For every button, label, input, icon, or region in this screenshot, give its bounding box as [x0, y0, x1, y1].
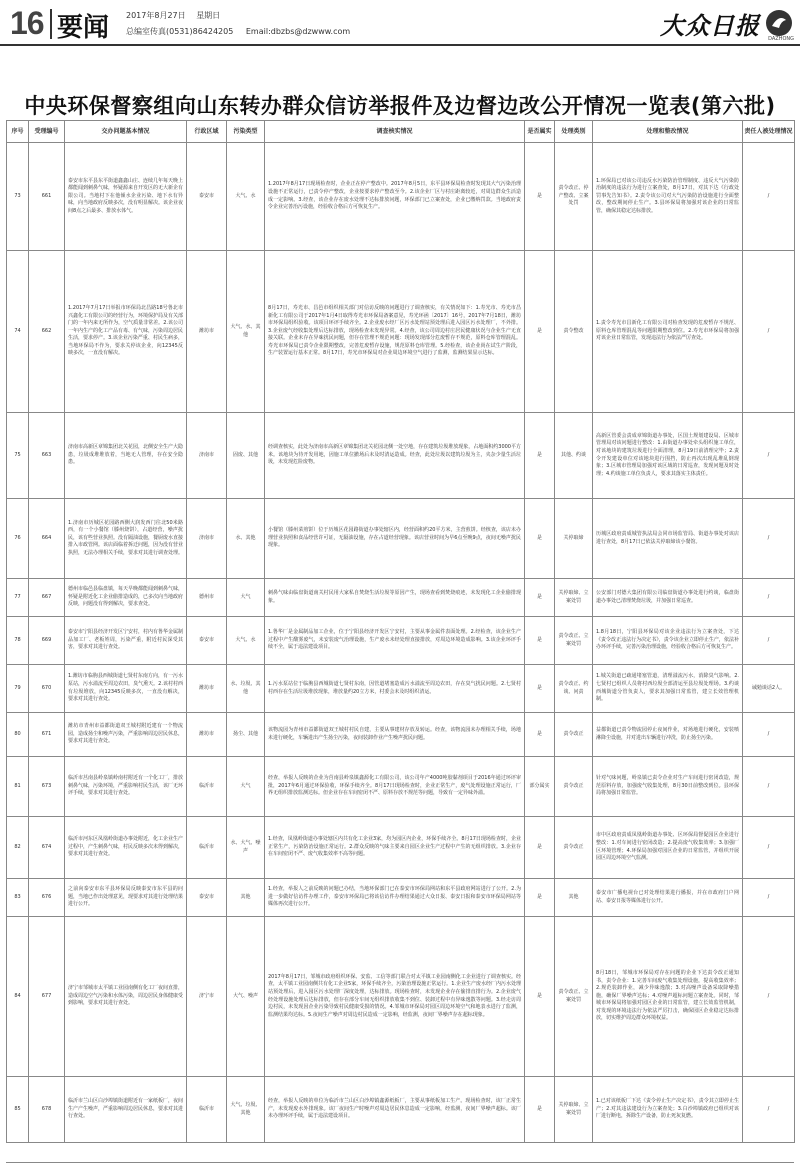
table-row [7, 917, 795, 1077]
cell-issue: 1.2017年7月17日举报市环保局北昌路18号鲁北市兴鑫化工有限公司的经营行为，环境保护局及有关部门的一年内来无所作为，空气质量非常差。2.该公司一年内生产的化工产品有毒、有气味，污染周边居民生活，要求停产。3.该企业污染严重、村民生病多，当地环保局不作为，要求关停该企业，向12345反映多次，一直没有解决。 [65, 251, 187, 413]
cell-handling: 1.城关街道已疏通堵塞管道，清理溢流污水，消除臭气影响。2.七贤村已组织人员将村西垃圾全部清运至县垃圾处理场。3.约谈西城街道分管负责人，要求其加强日常监管，建立长效管理机制。 [593, 665, 743, 713]
cell-accountability: / [743, 713, 795, 757]
cell-handling-type: 关停取缔 [555, 499, 593, 579]
cell-handling-type: 责令改正、约谈、问责 [555, 665, 593, 713]
cell-is-true: 是 [525, 713, 555, 757]
cell-accept-no: 677 [29, 917, 65, 1077]
cell-seq: 82 [7, 817, 29, 879]
table-row [7, 713, 795, 757]
cell-seq: 83 [7, 879, 29, 917]
cell-is-true: 是 [525, 879, 555, 917]
cell-region: 泰安市 [187, 617, 227, 665]
header-is-true: 是否属实 [525, 121, 555, 143]
cell-handling: 泰安市广播电视台已对处理结果进行播报，并在市政府门户网站、泰安日报等媒体进行公开。 [593, 879, 743, 917]
cell-region: 泰安市 [187, 879, 227, 917]
cell-accept-no: 669 [29, 617, 65, 665]
cell-region: 临沂市 [187, 817, 227, 879]
cell-accept-no: 670 [29, 665, 65, 713]
cell-accountability: / [743, 251, 795, 413]
cell-handling-type: 责令改正 [555, 757, 593, 817]
brand-english: DAZHONG [768, 36, 794, 42]
cell-pollution-type: 水、大气、噪声 [227, 817, 265, 879]
cell-accept-no: 661 [29, 143, 65, 251]
cell-is-true: 是 [525, 143, 555, 251]
cell-seq: 73 [7, 143, 29, 251]
cell-verification: 1.2017年8月17日现场检查时，企业正在停产整改中。2017年8月5日，东平县环保局检查时发现其大气污染治理设施不正常运行，已责令停产整改，企业按要求停产整改至今。2.该企业厂区与村庄距离较近，对周边群众生活造成一定影响。3.经查，该企业存在废水处理不达标排放问题，环保部门已立案查处，企业已缴纳罚款。当地政府责令企业完善治污设施，经验收合格后方可恢复生产。 [265, 143, 525, 251]
cell-accept-no: 678 [29, 1077, 65, 1143]
cell-accountability: / [743, 757, 795, 817]
cell-handling: 益都街道已责令物流园停止夜间作业，对场地进行硬化，安装喷淋降尘设施，并对进出车辆进行冲洗，防止扬尘污染。 [593, 713, 743, 757]
cell-pollution-type: 大气 [227, 757, 265, 817]
cell-verification: 小餐馆（滕州菜煎饼）位于历城区花园路街道办事处辖区内，经营面积约20平方米，主营煎饼。经核查，该店未办理营业执照和食品经营许可证，无隔油设施，存在占道经营现象。该店营业时间为早6点至晚9点，夜间无噪声扰民现象。 [265, 499, 525, 579]
cell-region: 潍坊市 [187, 713, 227, 757]
cell-handling: 历城区政府责成城管执法局会同市场监管局、街道办事处对该店进行查处，8月17日已依法关停取缔该小餐馆。 [593, 499, 743, 579]
cell-accountability: / [743, 817, 795, 879]
cell-accountability: 诫勉谈话2人。 [743, 665, 795, 713]
cell-accountability: / [743, 617, 795, 665]
cell-pollution-type: 大气、噪声 [227, 917, 265, 1077]
cell-is-true: 是 [525, 251, 555, 413]
cell-region: 泰安市 [187, 143, 227, 251]
cell-accountability: / [743, 413, 795, 499]
email: Email:dbzbs@dzwww.com [245, 27, 351, 36]
page-number: 16 [10, 5, 44, 41]
table-header-row [7, 121, 795, 143]
cell-handling-type: 责令改正、停产整改、立案处罚 [555, 143, 593, 251]
cell-seq: 74 [7, 251, 29, 413]
cell-seq: 80 [7, 713, 29, 757]
table-row [7, 251, 795, 413]
newspaper-logo: 大众日报 [660, 11, 760, 40]
cell-issue: 1.潍坊市临朐县西城街道七贤村东南方向，有一污水泵站，污水溢流至周边农田，臭气熏天。2.该村村西有垃圾堆放，向12345反映多次，一直没有解决，要求对其进行查处。 [65, 665, 187, 713]
table-row [7, 665, 795, 713]
cell-handling: 针对气味问题，岭泉镇已责令企业对生产车间进行密闭改造，规范原料存放，加强废气收集处理，8月30日前整改到位。县环保局将加强日常监管。 [593, 757, 743, 817]
issue-weekday: 星期日 [196, 11, 221, 20]
cell-handling: 高新区管委会责成章锦街道办事处，区国土规划建设局、区城市管理局对该问题进行整改：1.由街道办事处牵头组织施工单位，对该地块的建筑垃圾进行全面清理，8月19日前清理完毕；2.责令开发建设单位对该地块进行围挡，防止再次出现乱堆乱倒现象；3.区城市管理局加强对该区域的日常巡查，发现问题及时处理；4.约谈施工单位负责人，要求其落实主体责任。 [593, 413, 743, 499]
cell-issue: 临沂市河东区凤凰岭街道办事处附近，化工企业生产过程中，产生刺鼻气味，村民反映多次未得到解决，要求对其进行查处。 [65, 817, 187, 879]
header-handling-type: 处理类别 [555, 121, 593, 143]
cell-pollution-type: 大气 [227, 579, 265, 617]
table-row [7, 817, 795, 879]
cell-accept-no: 662 [29, 251, 65, 413]
cell-handling: 1.已对该纸板厂下达《责令停止生产决定书》，责令其立即停止生产；2.对其违法建设行为立案查处；3.白沙埠镇政府已组织对该厂进行断电，拆除生产设备，防止死灰复燃。 [593, 1077, 743, 1143]
cell-accountability: / [743, 579, 795, 617]
header-handling: 处理和整改情况 [593, 121, 743, 143]
cell-is-true: 是 [525, 413, 555, 499]
cell-accept-no: 671 [29, 713, 65, 757]
header-issue: 交办问题基本情况 [65, 121, 187, 143]
cell-accountability: / [743, 879, 795, 917]
hotline: 总编室传真(0531)86424205 [126, 27, 234, 36]
cell-region: 潍坊市 [187, 665, 227, 713]
cell-issue: 济南市高新区章锦集团北关花园，北侧安全生产大隐患，垃圾成堆堆放着，当地无人管理，存在安全隐患。 [65, 413, 187, 499]
cell-accept-no: 676 [29, 879, 65, 917]
cell-pollution-type: 水、其他 [227, 499, 265, 579]
cell-pollution-type: 大气、水、其他 [227, 251, 265, 413]
cell-seq: 84 [7, 917, 29, 1077]
cell-handling: 1.责令寿光市昌新化工有限公司对检查发现的危废暂存不规范、原料仓库管理混乱等问题限期整改到位。2.寿光市环保局将加强对该企业日常监管，发现违法行为依法严厉查处。 [593, 251, 743, 413]
cell-is-true: 是 [525, 665, 555, 713]
contact-line [126, 26, 360, 37]
table-row [7, 617, 795, 665]
divider [50, 9, 52, 39]
cell-seq: 76 [7, 499, 29, 579]
cell-region: 临沂市 [187, 1077, 227, 1143]
masthead [0, 0, 800, 46]
cell-seq: 75 [7, 413, 29, 499]
cell-accept-no: 663 [29, 413, 65, 499]
cell-is-true: 是 [525, 579, 555, 617]
cell-region: 潍坊市 [187, 251, 227, 413]
cell-issue: 临沂市莒南县岭泉镇岭南村附近有一个化工厂，排放刺鼻气味，污染环境，严重影响村民生活，该厂无环评手续，要求对其进行查处。 [65, 757, 187, 817]
cell-is-true: 部分属实 [525, 757, 555, 817]
cell-seq: 85 [7, 1077, 29, 1143]
cell-pollution-type: 水、垃圾、其他 [227, 665, 265, 713]
cell-region: 德州市 [187, 579, 227, 617]
cell-verification: 该物流园为青州市益都街道双王城村村民自建，主要从事建材存放及转运。经查，该物流园未办理相关手续，场地未进行硬化，车辆进出产生扬尘污染，夜间装卸作业产生噪声扰民问题。 [265, 713, 525, 757]
table-row [7, 1077, 795, 1143]
cell-verification: 1.经查，举报人之前反映的问题已办结，当地环保部门已在泰安市环保局网站和东平县政府网站进行了公开。2.为进一步做好信访件办理工作，泰安市环保局已将该信访件办理结果通过大众日报、泰安日报和泰安市环保局网站等媒体再次进行公开。 [265, 879, 525, 917]
cell-region: 济南市 [187, 499, 227, 579]
cell-region: 临沂市 [187, 757, 227, 817]
cell-accept-no: 667 [29, 579, 65, 617]
table-row [7, 579, 795, 617]
cell-issue: 德州市临邑县临盘镇，每天早晚都能闻到刺鼻气味，怀疑是附近化工企业偷排造成的，已多次向当地政府反映，问题没有得到解决，要求查处。 [65, 579, 187, 617]
cell-verification: 8月17日，寿光市、昌邑市组织相关部门对信访反映的问题进行了调查核实，有关情况如下：1.寿光市、寿光市昌新化工有限公司于2017年1月4日取得寿光市环保局备案意见，寿光环函〔2017〕16号，2017年7月18日，潍坊市环保局组织验收。该项目环评手续齐全。2.企业废水经厂区污水处理站预处理后进入园区污水处理厂，不外排。3.企业废气经收集处理后达标排放，现场检查未发现异常。4.经查，该公司周边村庄居民健康状况与企业生产无直接关联。企业未存在异味扰民问题，但存在管理不规范问题：现场发现部分危废暂存不规范，原料仓库管理混乱。寿光市环保局已责令企业限期整改，完善危废暂存设施，规范原料仓库管理。5.经检查，该企业尚在试生产阶段，生产装置运行基本正常。8月17日，寿光市环保局对企业周边环境空气进行了监测，监测结果显示达标。 [265, 251, 525, 413]
cell-pollution-type: 扬尘、其他 [227, 713, 265, 757]
cell-seq: 77 [7, 579, 29, 617]
cell-region: 济宁市 [187, 917, 227, 1077]
cell-accountability: / [743, 917, 795, 1077]
cell-handling-type: 关停取缔、立案处罚 [555, 1077, 593, 1143]
complaints-table [6, 120, 794, 1160]
cell-is-true: 是 [525, 499, 555, 579]
cell-verification: 经调查核实，此处为济南市高新区章锦集团北关花园北侧一处空地，存在建筑垃圾堆放现象，占地面积约3000平方米。该地块为待开发用地，因施工单位撤场后未及时清运造成。经查，此处垃圾以建筑垃圾为主，夹杂少量生活垃圾，未发现危险废物。 [265, 413, 525, 499]
cell-handling-type: 关停取缔、立案处罚 [555, 579, 593, 617]
cell-accountability: / [743, 1077, 795, 1143]
page-headline: 中央环保督察组向山东转办群众信访举报件及边督边改公开情况一览表(第六批) [24, 94, 776, 118]
cell-pollution-type: 其他 [227, 879, 265, 917]
footer-rule [6, 1162, 794, 1163]
cell-region: 济南市 [187, 413, 227, 499]
cell-issue: 临沂市兰山区白沙埠镇街道附近有一家纸板厂，夜间生产产生噪声，严重影响周边居民休息，要求对其进行查处。 [65, 1077, 187, 1143]
header-pollution-type: 污染类型 [227, 121, 265, 143]
cell-handling-type: 责令改正、立案处罚 [555, 617, 593, 665]
header-accountability: 责任人被处理情况 [743, 121, 795, 143]
brand-emblem-icon [764, 8, 794, 38]
table-row [7, 413, 795, 499]
cell-handling: 公安部门对德大集团有限公司临盘街道办事处进行约谈，临盘街道办事处已清理焚烧垃圾，并加强日常巡查。 [593, 579, 743, 617]
cell-is-true: 是 [525, 817, 555, 879]
cell-seq: 81 [7, 757, 29, 817]
cell-handling-type: 其他、约谈 [555, 413, 593, 499]
cell-verification: 2017年8月17日，邹城市政府组织环保、安监、工信等部门联合对太平镇工业园南侧化工企业进行了调查核实。经查，太平镇工业园南侧共有化工企业5家，环保手续齐全，污染治理设施正常运行。1.企业生产废水经厂内污水处理站预处理后，进入园区污水处理厂深度处理，达标排放。现场检查时，未发现企业存在偷排直排行为。2.企业废气经处理设施处理后达标排放，但存在部分车间无组织排放收集不到位、装卸过程中有异味逸散等问题。3.经走访周边村民，未发现因企业污染导致村民健康受损的情况。4.邹城市环保局对园区周边环境空气和地表水进行了监测，监测结果均达标。5.夜间生产噪声对周边村民造成一定影响，经监测，夜间厂界噪声存在超标现象。 [265, 917, 525, 1077]
cell-verification: 经查，举报人反映的企业为莒南县岭泉镇鑫源化工有限公司，该公司年产4000吨胶黏剂项目于2016年通过环评审批，2017年6月通过环保验收，环保手续齐全。8月17日现场检查时，企业正常生产，废气处理设施正常运行，厂界无组织排放监测达标。但企业存在车间密闭不严、原料存放不规范等问题，导致有一定异味外溢。 [265, 757, 525, 817]
cell-issue: 泰安市东平县东平街道鑫鑫山庄、连续几年每天晚上都能闻到刺鼻气味，怀疑源来自开发区的无大新企有限公司。当地村下在他倾水企业污染、地下水有异味，向当地政府反映多次，没有明显解决。该企业夜间8点之后最多、排放水体气。 [65, 143, 187, 251]
table-row [7, 143, 795, 251]
cell-seq: 79 [7, 665, 29, 713]
cell-is-true: 是 [525, 917, 555, 1077]
cell-pollution-type: 大气、水 [227, 143, 265, 251]
table-row [7, 879, 795, 917]
header-region: 行政区域 [187, 121, 227, 143]
cell-pollution-type: 大气、水 [227, 617, 265, 665]
cell-accept-no: 674 [29, 817, 65, 879]
header-verification: 调查核实情况 [265, 121, 525, 143]
header-seq: 序号 [7, 121, 29, 143]
cell-issue: 1.济南市历城区花园路西侧大润发西门往北50米路西，有一个小餐馆（滕州烧饼），占道经营，噪声扰民，该有些营业执照。没有隔油设施，餐厨废水直接排入市政管网。该店面临着拆迁问题，因为没有营业执照，无法办理相关手续，要求对其进行调查处理。 [65, 499, 187, 579]
section-title: 要闻 [57, 13, 110, 43]
issue-date: 2017年8月27日 [126, 11, 186, 20]
cell-accountability: / [743, 143, 795, 251]
cell-issue: 潍坊市青州市益都街道双王城村附近建有一个物流园，造成扬尘和噪声污染，严重影响周边居民休息，要求对其进行查处。 [65, 713, 187, 757]
cell-issue: 泰安市宁阳县经济开发区宁安村，村内有鲁华金属制品加工厂、老板姓周，污染严重，附近村民深受其害，要求对其进行查处。 [65, 617, 187, 665]
cell-verification: 1.污水泵站位于临朐县西城街道七贤村东南，因管道堵塞造成污水溢流至周边农田，存在臭气扰民问题。2.七贤村村西存在生活垃圾堆放现象，堆放量约20立方米，村委会未及时组织清运。 [265, 665, 525, 713]
cell-accept-no: 673 [29, 757, 65, 817]
cell-handling: 1.8月18日，宁阳县环保局对该企业违法行为立案查处，下达《责令改正违法行为决定书》，责令该企业立即停止生产，依法补办环评手续，完善污染治理设施，经验收合格后方可恢复生产。 [593, 617, 743, 665]
cell-is-true: 是 [525, 617, 555, 665]
table-body [7, 143, 795, 1143]
cell-issue: 之前向泰安市东平县环保局反映泰安市东平县的问题，当地已作出处理意见，现要求对其进行处理结果进行公开。 [65, 879, 187, 917]
cell-pollution-type: 大气、垃圾、其他 [227, 1077, 265, 1143]
cell-accept-no: 664 [29, 499, 65, 579]
header-accept-no: 受理编号 [29, 121, 65, 143]
cell-handling: 1.环保局已对该公司违反水污染防治管理制度、违反大气污染防治制度的违法行为进行立案查处，8月17日，对其下达《行政处罚事先告知书》。2.责令该公司对大气污染防治设施进行全面整改，整改期间停止生产。3.县环保局将加强对该企业的日常监管，确保其稳定达标排放。 [593, 143, 743, 251]
cell-verification: 刺鼻气味由临盘街道南关村民用大家私自焚烧生活垃圾等原因产生，现场查看到焚烧痕迹，未发现化工企业偷排现象。 [265, 579, 525, 617]
cell-seq: 78 [7, 617, 29, 665]
cell-accountability: / [743, 499, 795, 579]
cell-is-true: 是 [525, 1077, 555, 1143]
table-row [7, 499, 795, 579]
cell-verification: 经查，举报人反映的单位为临沂市兰山区白沙埠镇鑫源纸板厂，主要从事纸板加工生产。现场检查时，该厂正常生产，未发现废水外排现象。该厂夜间生产时噪声对周边居民休息造成一定影响，经监测，夜间厂界噪声超标。该厂未办理环评手续，属于违法建设项目。 [265, 1077, 525, 1143]
cell-verification: 1.经查，凤凰岭街道办事处辖区内共有化工企业3家，均为园区内企业，环保手续齐全。8月17日现场检查时，企业正常生产，污染防治设施正常运行。2.群众反映的气味主要来自园区企业生产过程中产生的无组织排放。3.企业存在车间密闭不严、废气收集效率不高等问题。 [265, 817, 525, 879]
table-row [7, 757, 795, 817]
date-line [126, 10, 228, 21]
cell-pollution-type: 固废、其他 [227, 413, 265, 499]
cell-issue: 济宁市邹城市太平镇工业园南侧有化工厂夜间直排，造成周边空气污染和水体污染，周边居民身体健康受到影响，要求对其进行查处。 [65, 917, 187, 1077]
cell-verification: 1.鲁华厂是金属制品加工企业，位于宁阳县经济开发区宁安村，主要从事金属件表面处理。2.经检查，该企业生产过程中产生酸雾废气，未安装废气治理设施，生产废水未经处理直接排放，对周边环境造成影响。3.该企业环评手续不全，属于违法建设项目。 [265, 617, 525, 665]
cell-handling-type: 责令改正 [555, 817, 593, 879]
cell-handling-type: 责令整改 [555, 251, 593, 413]
cell-handling: 市中区政府责成凤凰岭街道办事处、区环保局督促园区企业进行整改：1.对车间进行密闭改造；2.提高废气收集效率；3.加强厂区环境管理；4.环保局加强对园区企业的日常监管，并组织开展园区周边环境空气监测。 [593, 817, 743, 879]
cell-handling-type: 其他 [555, 879, 593, 917]
cell-handling-type: 责令改正 [555, 713, 593, 757]
cell-handling: 8月18日，邹城市环保局对存在问题的企业下达责令改正通知书，责令企业：1.完善车间废气收集处理设施，提高收集效率；2.规范装卸作业，减少异味逸散；3.对高噪声设备采取降噪措施，确保厂界噪声达标；4.对噪声超标问题立案查处。同时，邹城市环保局将加强对园区企业的日常监管，建立长效监管机制，对发现的环境违法行为依法严厉打击，确保园区企业稳定达标排放，切实维护周边群众环境权益。 [593, 917, 743, 1077]
cell-handling-type: 责令改正、立案处罚 [555, 917, 593, 1077]
